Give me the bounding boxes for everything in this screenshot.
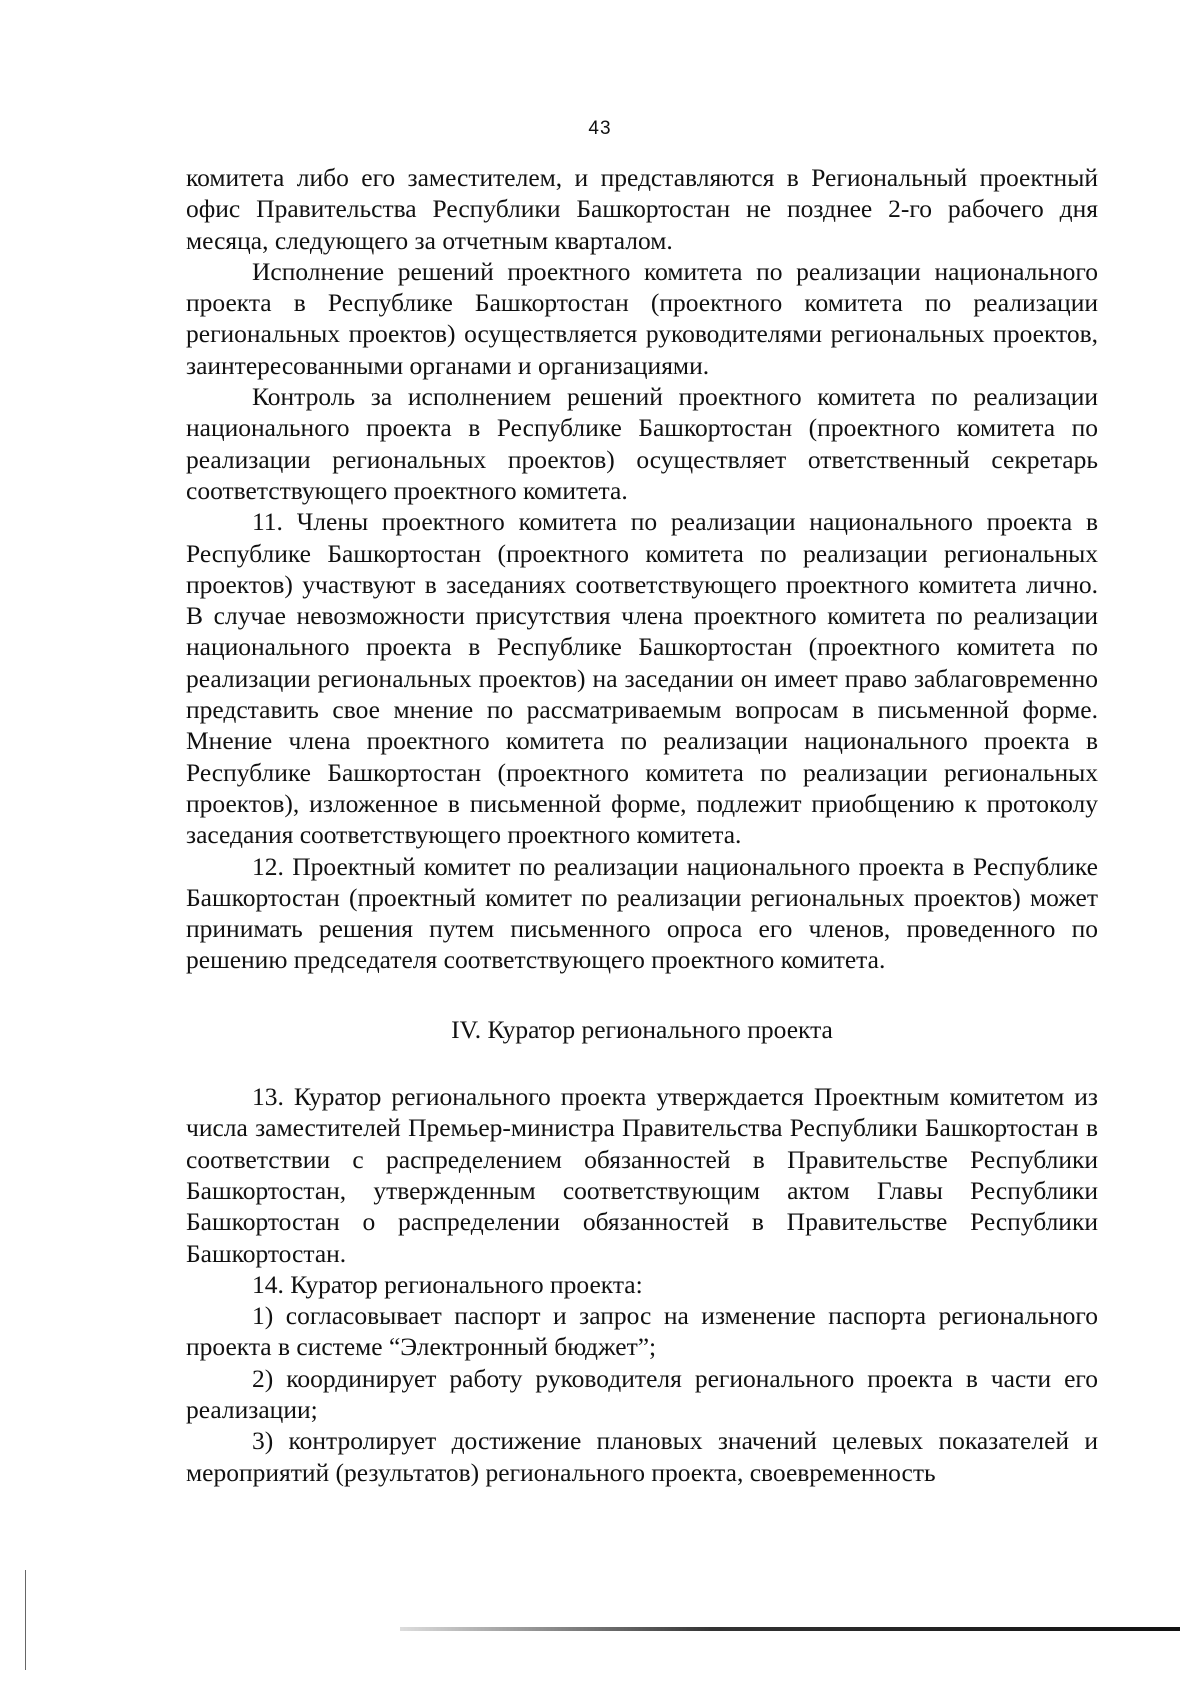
section-heading: IV. Куратор регионального проекта <box>451 1014 833 1044</box>
paragraph-3: Контроль за исполнением решений проектного комитета по реализации национального проекта в Республике Башкортостан (проектного комитета по реализации региональных проектов) осуществляет ответственный секретарь соответствующего проектного комитета. <box>186 382 1098 505</box>
paragraph-2: Исполнение решений проектного комитета по реализации национального проекта в Республике Башкортостан (проектного комитета по реализации региональных проектов) осуществляется руководителями региональных проектов, заинтересованными органами и организациями. <box>186 256 1098 380</box>
paragraph-14: 14. Куратор регионального проекта: <box>252 1269 643 1299</box>
list-item-3: 3) контролирует достижение плановых значений целевых показателей и мероприятий (результатов) регионального проекта, своевременность <box>186 1426 1098 1487</box>
list-item-1: 1) согласовывает паспорт и запрос на изменение паспорта регионального проекта в системе “Электронный бюджет”; <box>186 1301 1098 1362</box>
paragraph-13: 13. Куратор регионального проекта утверждается Проектным комитетом из числа заместителей Премьер-министра Правительства Республики Башкортостан в соответствии с распределением обязанностей в Правительстве Республики Башкортостан, утвержденным соответствующим актом Главы Республики Башкортостан о распределении обязанностей в Правительстве Республики Башкортостан. <box>186 1082 1098 1268</box>
paragraph-1: комитета либо его заместителем, и представляются в Региональный проектный офис Правительства Республики Башкортостан не позднее 2-го рабочего дня месяца, следующего за отчетным кварталом. <box>186 163 1098 255</box>
document-body <box>186 162 1098 1488</box>
page-number: 43 <box>588 118 612 139</box>
paragraph-11: 11. Члены проектного комитета по реализации национального проекта в Республике Башкортостан (проектного комитета по реализации региональных проектов) участвуют в заседаниях соответствующего проектного комитета лично. В случае невозможности присутствия члена проектного комитета по реализации национального проекта в Республике Башкортостан (проектного комитета по реализации региональных проектов) на заседании он имеет право заблаговременно представить свое мнение по рассматриваемым вопросам в письменной форме. Мнение члена проектного комитета по реализации национального проекта в Республике Башкортостан (проектного комитета по реализации региональных проектов), изложенное в письменной форме, подлежит приобщению к протоколу заседания соответствующего проектного комитета. <box>186 507 1098 850</box>
scan-artifact-bottom <box>400 1627 1180 1631</box>
scan-artifact-left <box>25 1570 26 1670</box>
paragraph-12: 12. Проектный комитет по реализации национального проекта в Республике Башкортостан (проектный комитет по реализации региональных проектов) может принимать решения путем письменного опроса его членов, проведенного по решению председателя соответствующего проектного комитета. <box>186 851 1098 975</box>
list-item-2: 2) координирует работу руководителя регионального проекта в части его реализации; <box>186 1363 1098 1424</box>
